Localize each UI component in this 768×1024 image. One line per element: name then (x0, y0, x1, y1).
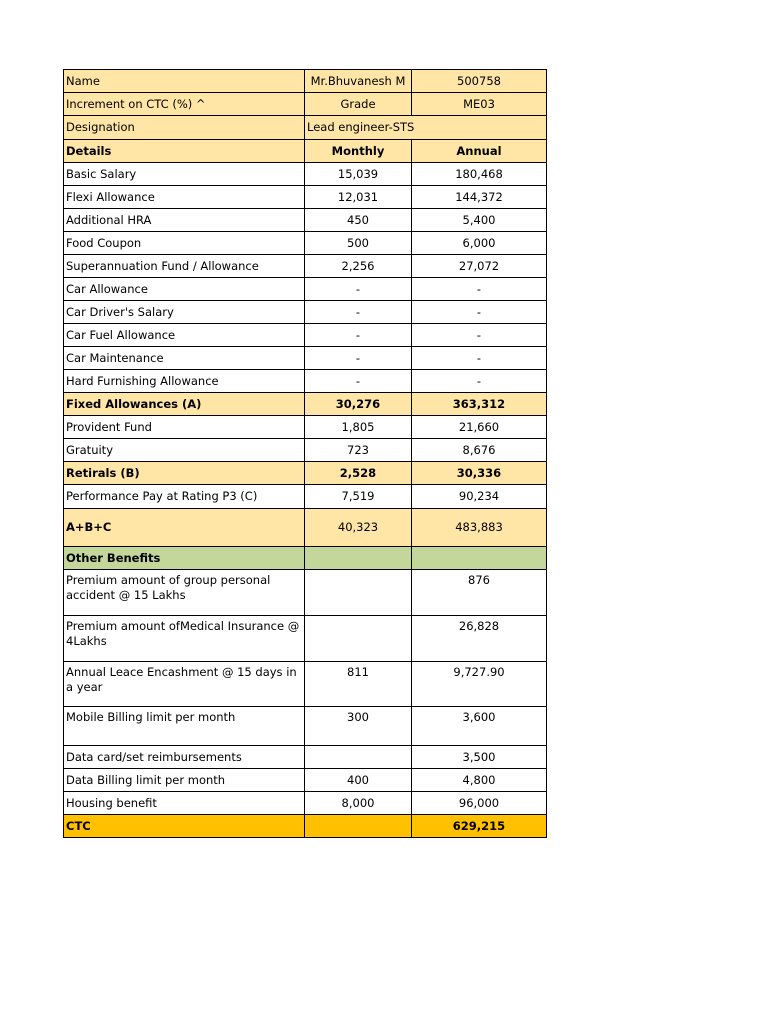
details-label: Details (64, 140, 305, 163)
annual-value: 180,468 (412, 163, 547, 186)
annual-value: 144,372 (412, 186, 547, 209)
ctc-breakdown-table (63, 69, 547, 838)
monthly-value: 1,805 (305, 416, 412, 439)
monthly-value: 300 (305, 707, 412, 746)
performance-pay-row (64, 485, 547, 509)
grade-value: ME03 (412, 93, 547, 116)
row-label: Retirals (B) (64, 462, 305, 485)
table-row (64, 662, 547, 707)
monthly-value: 2,528 (305, 462, 412, 485)
annual-value: 3,500 (412, 746, 547, 769)
annual-value: 30,336 (412, 462, 547, 485)
annual-value: 876 (412, 570, 547, 616)
monthly-value: 7,519 (305, 485, 412, 509)
monthly-value: 723 (305, 439, 412, 462)
ctc-annual-value: 629,215 (412, 815, 547, 838)
row-label: Provident Fund (64, 416, 305, 439)
monthly-column-header: Monthly (305, 140, 412, 163)
empty-cell (412, 547, 547, 570)
table-row (64, 570, 547, 616)
annual-value: 3,600 (412, 707, 547, 746)
annual-value: 9,727.90 (412, 662, 547, 707)
table-row (64, 209, 547, 232)
annual-value: 363,312 (412, 393, 547, 416)
row-label: Car Fuel Allowance (64, 324, 305, 347)
header-row-designation (64, 116, 547, 140)
annual-value: 483,883 (412, 509, 547, 547)
monthly-value: - (305, 324, 412, 347)
designation-value: Lead engineer-STS (305, 116, 547, 140)
table-row (64, 255, 547, 278)
annual-value: 8,676 (412, 439, 547, 462)
table-row (64, 324, 547, 347)
header-row-name (64, 70, 547, 93)
name-label: Name (64, 70, 305, 93)
retirals-total-row (64, 462, 547, 485)
fixed-allowances-total-row (64, 393, 547, 416)
abc-total-row (64, 509, 547, 547)
employee-id: 500758 (412, 70, 547, 93)
other-benefits-label: Other Benefits (64, 547, 305, 570)
annual-value: - (412, 370, 547, 393)
monthly-value: 8,000 (305, 792, 412, 815)
table-row (64, 370, 547, 393)
row-label: Data Billing limit per month (64, 769, 305, 792)
table-row (64, 792, 547, 815)
annual-value: 96,000 (412, 792, 547, 815)
table-row (64, 616, 547, 662)
table-row (64, 746, 547, 769)
annual-value: 26,828 (412, 616, 547, 662)
table-row (64, 301, 547, 324)
table-row (64, 707, 547, 746)
table-row (64, 232, 547, 255)
monthly-value: 2,256 (305, 255, 412, 278)
monthly-value (305, 616, 412, 662)
monthly-value: - (305, 278, 412, 301)
designation-label: Designation (64, 116, 305, 140)
monthly-value: 400 (305, 769, 412, 792)
annual-value: - (412, 324, 547, 347)
row-label: Basic Salary (64, 163, 305, 186)
monthly-value: 30,276 (305, 393, 412, 416)
monthly-value (305, 570, 412, 616)
row-label: Housing benefit (64, 792, 305, 815)
annual-value: 27,072 (412, 255, 547, 278)
monthly-value: 811 (305, 662, 412, 707)
table-row (64, 439, 547, 462)
table-row (64, 769, 547, 792)
annual-column-header: Annual (412, 140, 547, 163)
row-label: Flexi Allowance (64, 186, 305, 209)
ctc-label: CTC (64, 815, 305, 838)
row-label: Hard Furnishing Allowance (64, 370, 305, 393)
monthly-value: 15,039 (305, 163, 412, 186)
row-label: Food Coupon (64, 232, 305, 255)
row-label: Gratuity (64, 439, 305, 462)
row-label: Car Maintenance (64, 347, 305, 370)
row-label: Car Allowance (64, 278, 305, 301)
grade-label: Grade (305, 93, 412, 116)
monthly-value: 12,031 (305, 186, 412, 209)
ctc-total-row (64, 815, 547, 838)
annual-value: 6,000 (412, 232, 547, 255)
table-row (64, 163, 547, 186)
row-label: Premium amount ofMedical Insurance @ 4Lakhs (64, 616, 305, 662)
monthly-value: - (305, 301, 412, 324)
annual-value: - (412, 278, 547, 301)
table-row (64, 186, 547, 209)
row-label: Annual Leace Encashment @ 15 days in a year (64, 662, 305, 707)
row-label: Data card/set reimbursements (64, 746, 305, 769)
increment-label: Increment on CTC (%) ^ (64, 93, 305, 116)
annual-value: 5,400 (412, 209, 547, 232)
details-header-row (64, 140, 547, 163)
annual-value: 4,800 (412, 769, 547, 792)
monthly-value: - (305, 347, 412, 370)
row-label: Superannuation Fund / Allowance (64, 255, 305, 278)
annual-value: 90,234 (412, 485, 547, 509)
monthly-value: 40,323 (305, 509, 412, 547)
header-row-increment (64, 93, 547, 116)
annual-value: - (412, 301, 547, 324)
annual-value: - (412, 347, 547, 370)
employee-name: Mr.Bhuvanesh M (305, 70, 412, 93)
row-label: Mobile Billing limit per month (64, 707, 305, 746)
row-label: Performance Pay at Rating P3 (C) (64, 485, 305, 509)
row-label: Additional HRA (64, 209, 305, 232)
empty-cell (305, 547, 412, 570)
row-label: Premium amount of group personal accident @ 15 Lakhs (64, 570, 305, 616)
annual-value: 21,660 (412, 416, 547, 439)
row-label: A+B+C (64, 509, 305, 547)
monthly-value: - (305, 370, 412, 393)
table-row (64, 416, 547, 439)
monthly-value (305, 815, 412, 838)
table-row (64, 347, 547, 370)
other-benefits-header-row (64, 547, 547, 570)
table-row (64, 278, 547, 301)
monthly-value (305, 746, 412, 769)
monthly-value: 500 (305, 232, 412, 255)
row-label: Fixed Allowances (A) (64, 393, 305, 416)
row-label: Car Driver's Salary (64, 301, 305, 324)
monthly-value: 450 (305, 209, 412, 232)
